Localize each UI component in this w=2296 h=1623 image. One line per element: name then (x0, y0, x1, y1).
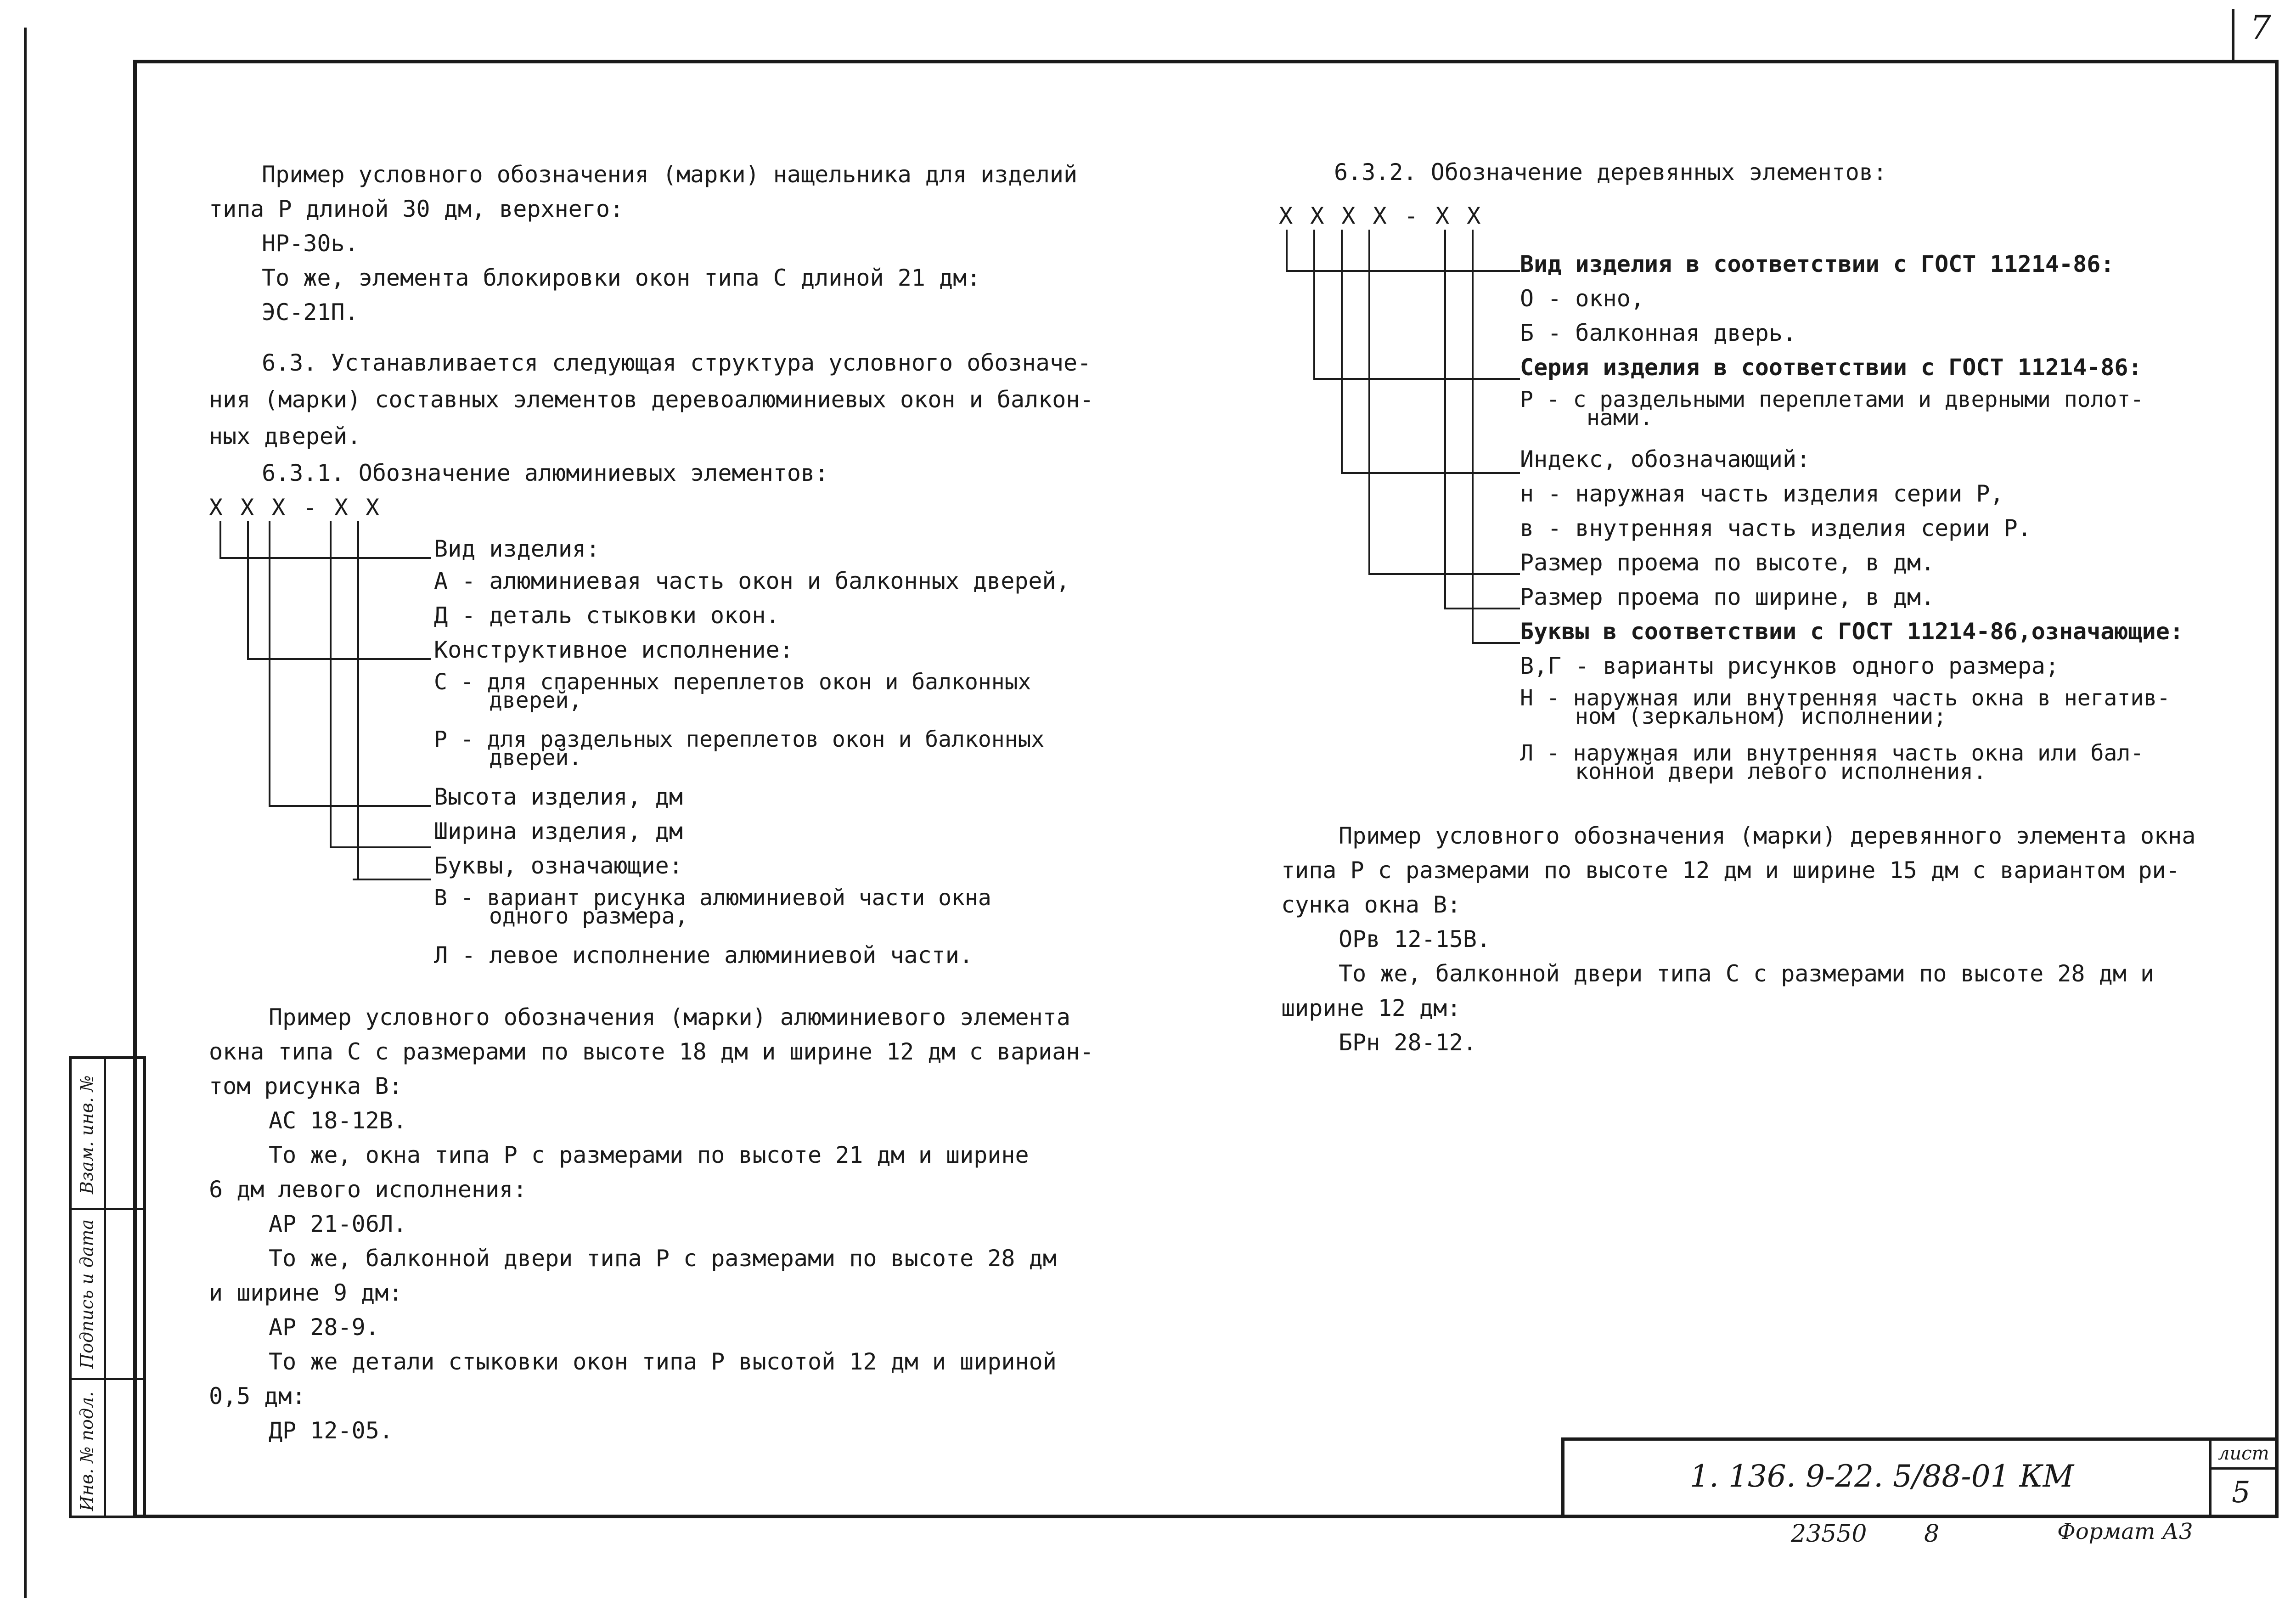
legend-line: Ширина изделия, дм (434, 818, 683, 845)
intro-line: Пример условного обозначения (марки) нащельника для изделий (262, 161, 1078, 188)
legend-line: н - наружная часть изделия серии Р, (1520, 480, 2004, 507)
bracket-line (269, 805, 431, 807)
legend-line: Конструктивное исполнение: (434, 637, 793, 663)
top-right-corner-line (2232, 9, 2234, 60)
code-pattern-aluminium: X X X - X X (209, 494, 382, 521)
bracket-line (1472, 230, 1474, 643)
code-pattern-wood: X X X X - X X (1279, 203, 1483, 229)
legend-line: Л - левое исполнение алюминиевой части. (434, 942, 973, 969)
bracket-line (1341, 472, 1520, 474)
bracket-line (1286, 270, 1520, 272)
example-line: 6 дм левого исполнения: (209, 1176, 527, 1203)
stamp-divider-vertical (2209, 1437, 2212, 1518)
legend-line: Р - для раздельных переплетов окон и балконных (434, 727, 1045, 752)
sheet-number: 5 (2232, 1476, 2251, 1510)
bracket-line (1341, 230, 1343, 473)
bracket-line (1286, 230, 1288, 271)
intro-line: НР-30ь. (262, 230, 359, 257)
legend-line: О - окно, (1520, 285, 1644, 312)
footer-index: 8 (1924, 1520, 1940, 1548)
bracket-line (1313, 230, 1315, 379)
margin-stamp-hline1 (69, 1208, 146, 1210)
bracket-line (219, 521, 221, 558)
legend-line: В - вариант рисунка алюминиевой части окна (434, 885, 991, 911)
legend-line: Индекс, обозначающий: (1520, 446, 1811, 473)
example-line: ОРв 12-15В. (1339, 926, 1491, 952)
example-line: БРн 28-12. (1339, 1029, 1477, 1056)
legend-line: конной двери левого исполнения. (1575, 759, 1986, 784)
example-line: том рисунка В: (209, 1073, 403, 1099)
bracket-line (1444, 230, 1446, 609)
legend-line: В,Г - варианты рисунков одного размера; (1520, 653, 2059, 679)
example-line: Пример условного обозначения (марки) деревянного элемента окна (1339, 823, 2196, 849)
legend-line: одного размера, (489, 903, 688, 929)
legend-line: дверей, (489, 688, 582, 713)
legend-line: Размер проема по ширине, в дм. (1520, 584, 1935, 610)
bracket-line (330, 521, 332, 847)
example-line: ширине 12 дм: (1281, 995, 1461, 1021)
legend-line: дверей. (489, 745, 582, 771)
section-line: ных дверей. (209, 423, 361, 450)
margin-label-signature: Подпись и дата (77, 1219, 97, 1369)
example-line: и ширине 9 дм: (209, 1279, 403, 1306)
example-line: окна типа С с размерами по высоте 18 дм и ширине 12 дм с вариан- (209, 1038, 1094, 1065)
bracket-line (247, 521, 249, 659)
margin-label-replace: Взам. инв. № (77, 1075, 97, 1194)
legend-line: ном (зеркальном) исполнении; (1575, 704, 1947, 729)
legend-line: С - для спаренных переплетов окон и балконных (434, 669, 1031, 695)
intro-line: ЭС-21П. (262, 299, 359, 326)
example-line: То же, окна типа Р с размерами по высоте 21 дм и ширине (269, 1142, 1029, 1168)
page-corner-number: 7 (2250, 8, 2271, 47)
format-label: Формат А3 (2057, 1519, 2193, 1544)
example-line: ДР 12-05. (269, 1417, 393, 1444)
example-line: АР 21-06Л. (269, 1211, 407, 1237)
intro-line: То же, элемента блокировки окон типа С длиной 21 дм: (262, 265, 981, 291)
legend-line: Буквы, означающие: (434, 852, 683, 879)
legend-line: Буквы в соответствии с ГОСТ 11214-86,означающие: (1520, 618, 2183, 645)
margin-stamp-vline (104, 1056, 106, 1518)
bracket-line (330, 846, 431, 848)
example-line: АР 28-9. (269, 1314, 379, 1341)
legend-line: Вид изделия в соответствии с ГОСТ 11214-86: (1520, 251, 2115, 277)
example-line: сунка окна В: (1281, 891, 1461, 918)
document-code: 1. 136. 9-22. 5/88-01 КМ (1690, 1459, 2074, 1494)
legend-line: Вид изделия: (434, 535, 600, 562)
example-line: Пример условного обозначения (марки) алюминиевого элемента (269, 1004, 1070, 1031)
legend-line: нами. (1587, 405, 1653, 431)
bracket-line (1368, 230, 1370, 574)
example-line: То же, балконной двери типа С с размерами по высоте 28 дм и (1339, 960, 2155, 987)
bracket-line (269, 521, 270, 806)
footer-number: 23550 (1791, 1520, 1867, 1548)
section-6-3-1-title: 6.3.1. Обозначение алюминиевых элементов: (262, 460, 829, 486)
bracket-line (247, 658, 431, 660)
example-line: типа Р с размерами по высоте 12 дм и ширине 15 дм с вариантом ри- (1281, 857, 2180, 884)
legend-line: Д - деталь стыковки окон. (434, 602, 780, 629)
legend-line: А - алюминиевая часть окон и балконных дверей, (434, 568, 1070, 594)
legend-line: Л - наружная или внутренняя часть окна или бал- (1520, 740, 2144, 766)
legend-line: Р - с раздельными переплетами и дверными полот- (1520, 387, 2144, 412)
intro-line: типа Р длиной 30 дм, верхнего: (209, 196, 624, 222)
legend-line: Н - наружная или внутренняя часть окна в негатив- (1520, 685, 2171, 711)
example-line: То же детали стыковки окон типа Р высотой 12 дм и шириной (269, 1348, 1057, 1375)
margin-stamp-hline2 (69, 1378, 146, 1380)
legend-line: Высота изделия, дм (434, 783, 683, 810)
legend-line: Б - балконная дверь. (1520, 320, 1797, 346)
margin-label-inventory: Инв. № подл. (77, 1391, 97, 1511)
sheet-label: лист (2218, 1443, 2269, 1464)
left-binding-line (24, 28, 27, 1598)
section-6-3-2-title: 6.3.2. Обозначение деревянных элементов: (1334, 159, 1887, 186)
legend-line: в - внутренняя часть изделия серии Р. (1520, 515, 2032, 541)
example-line: То же, балконной двери типа Р с размерами по высоте 28 дм (269, 1245, 1057, 1272)
section-line: 6.3. Устанавливается следующая структура условного обозначе- (262, 349, 1092, 376)
legend-line: Размер проема по высоте, в дм. (1520, 549, 1935, 576)
bracket-line (1444, 608, 1520, 609)
bracket-line (353, 879, 431, 880)
bracket-line (1313, 378, 1520, 380)
stamp-divider-horizontal (2209, 1467, 2279, 1470)
bracket-line (1472, 642, 1520, 644)
example-line: 0,5 дм: (209, 1383, 306, 1409)
bracket-line (219, 557, 431, 559)
example-line: АС 18-12В. (269, 1107, 407, 1134)
section-line: ния (марки) составных элементов деревоалюминиевых окон и балкон- (209, 386, 1094, 413)
bracket-line (357, 521, 359, 879)
legend-line: Серия изделия в соответствии с ГОСТ 11214-86: (1520, 354, 2142, 381)
